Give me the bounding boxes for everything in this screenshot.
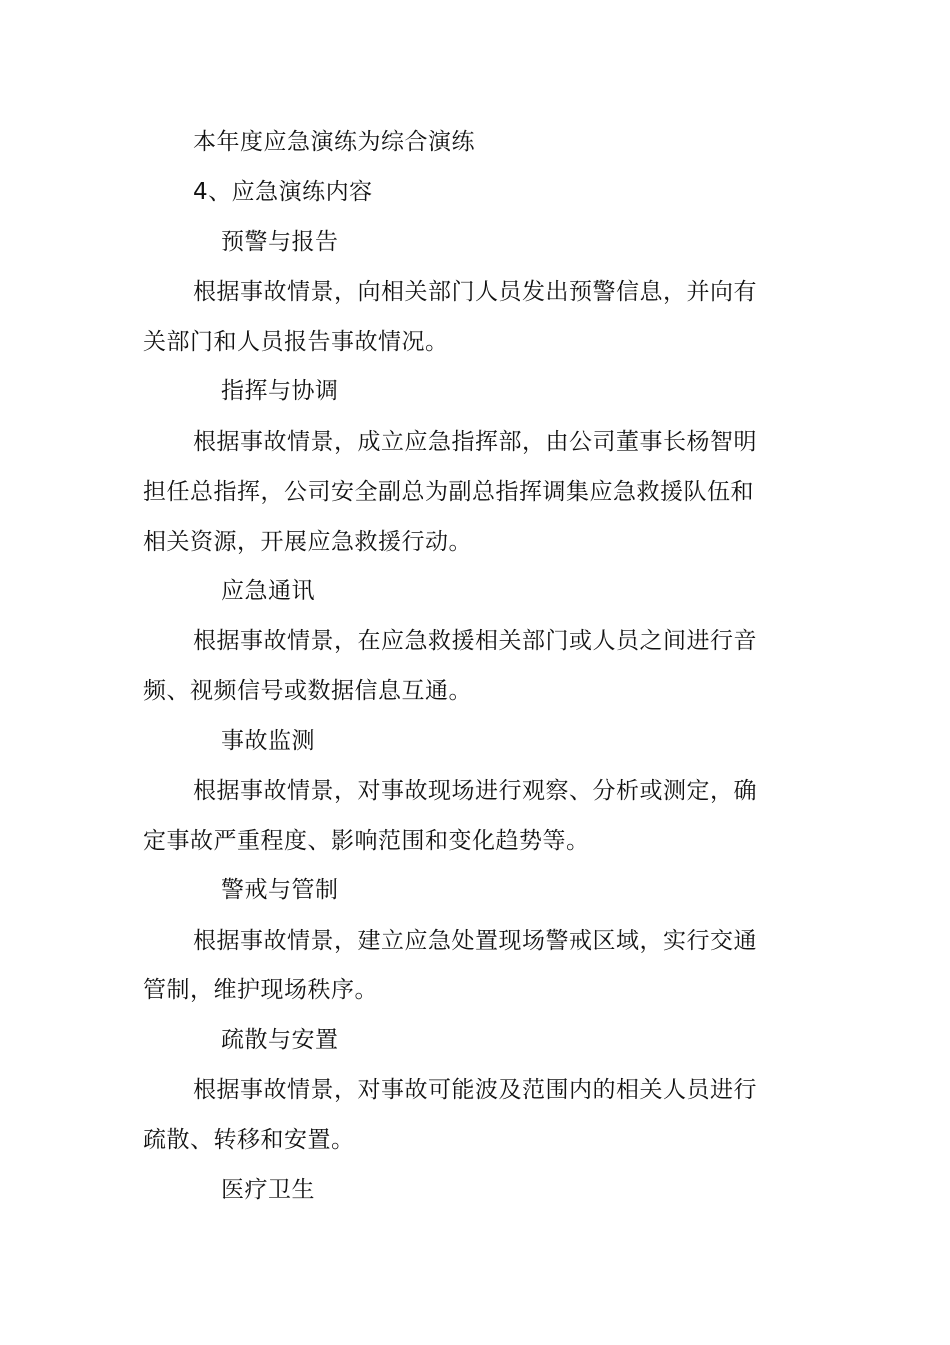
subheading-emergency-communication: 应急通讯 [221, 578, 315, 604]
paragraph-line: 管制，维护现场秩序。 [143, 977, 378, 1003]
subheading-cordon-control: 警戒与管制 [221, 877, 339, 903]
paragraph-line: 根据事故情景，建立应急处置现场警戒区域，实行交通 [193, 928, 757, 954]
paragraph-line: 根据事故情景，对事故现场进行观察、分析或测定，确 [193, 778, 757, 804]
subheading-warning-report: 预警与报告 [221, 229, 339, 255]
paragraph-line: 担任总指挥，公司安全副总为副总指挥调集应急救援队伍和 [143, 479, 754, 505]
paragraph-line: 根据事故情景，成立应急指挥部，由公司董事长杨智明 [193, 429, 757, 455]
subheading-medical-health: 医疗卫生 [221, 1177, 315, 1203]
paragraph-line: 疏散、转移和安置。 [143, 1127, 355, 1153]
paragraph-line: 关部门和人员报告事故情况。 [143, 329, 449, 355]
paragraph-line: 定事故严重程度、影响范围和变化趋势等。 [143, 828, 590, 854]
section-heading: 4、应急演练内容 [193, 179, 373, 205]
paragraph-line: 根据事故情景，向相关部门人员发出预警信息，并向有 [193, 279, 757, 305]
drill-type-statement: 本年度应急演练为综合演练 [193, 129, 475, 155]
paragraph-line: 根据事故情景，对事故可能波及范围内的相关人员进行 [193, 1077, 757, 1103]
subheading-incident-monitoring: 事故监测 [221, 728, 315, 754]
paragraph-line: 相关资源，开展应急救援行动。 [143, 529, 472, 555]
paragraph-line: 频、视频信号或数据信息互通。 [143, 678, 472, 704]
paragraph-line: 根据事故情景，在应急救援相关部门或人员之间进行音 [193, 628, 757, 654]
subheading-command-coordination: 指挥与协调 [221, 378, 339, 404]
subheading-evacuation-resettlement: 疏散与安置 [221, 1027, 339, 1053]
